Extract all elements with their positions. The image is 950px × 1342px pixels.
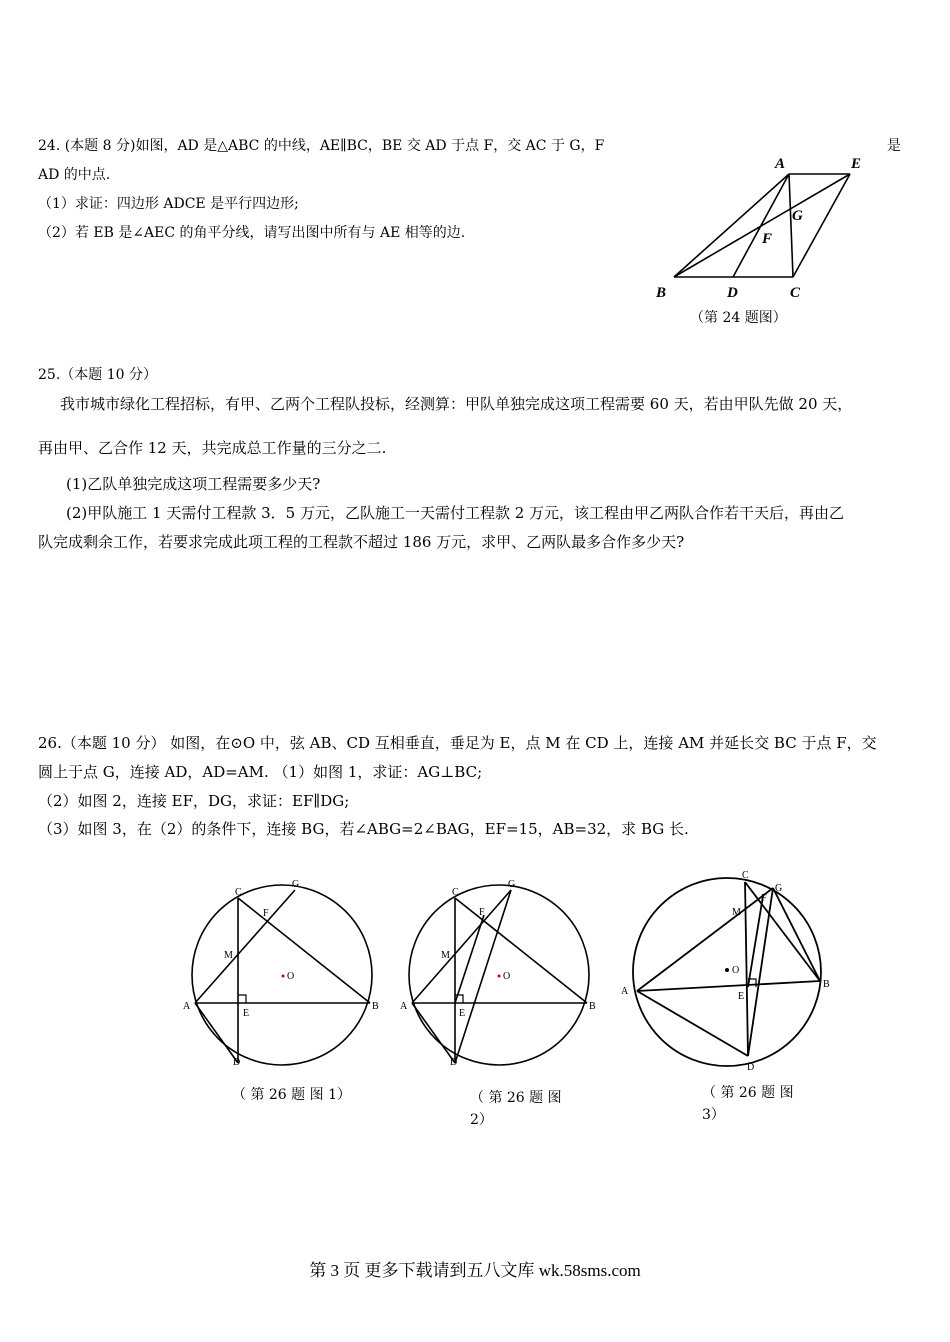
segment-ag [412,890,511,1003]
center-dot [498,975,501,978]
right-angle-mark [238,995,246,1003]
fig2-label-e: E [459,1008,466,1019]
fig3-label-b: B [823,979,830,990]
q26-line2: 圆上于点 G，连接 AD，AD=AM. （1）如图 1，求证：AG⊥BC; [38,763,483,781]
fig3-label-c: C [742,870,749,881]
fig3-label-f: F [761,893,767,904]
q26-caption-3: （ 第 26 题 图 3） [702,1085,794,1123]
fig3-label-g: G [775,883,783,894]
segment-cb [238,898,370,1003]
segment-ad [637,991,748,1056]
fig1-label-f: F [263,908,269,919]
fig1-label-c: C [235,887,242,898]
segment-ce [793,174,850,277]
q26-figure1 [175,870,395,1075]
fig2-label-f: F [479,907,485,918]
fig2-label-m: M [441,950,450,961]
q26-part3: （3）如图 3，在（2）的条件下，连接 BG，若∠ABG=2∠BAG，EF=15，AB=32，求 BG 长. [38,820,689,838]
segment-da [733,174,789,277]
fig3-label-e: E [738,991,745,1002]
q24-part1: （1）求证：四边形 ADCE 是平行四边形; [38,196,299,212]
q24-label-g: G [792,208,803,224]
q26-figure3 [615,863,840,1073]
q24-line1-tail: 是 [887,138,901,154]
segment-ef [455,915,484,1003]
center-dot [725,968,729,972]
segment-ac [789,174,793,277]
page-footer: 第 3 页 更多下载请到五八文库 wk.58sms.com [309,1261,641,1280]
fig1-label-a: A [183,1001,191,1012]
q24-label-c: C [790,285,801,301]
q25-part2-line2: 队完成剩余工作，若要求完成此项工程的工程款不超过 186 万元，求甲、乙两队最多合作多少天? [38,533,685,551]
fig2-label-d: D [450,1057,458,1068]
fig2-label-o: O [503,971,511,982]
q24-label-d: D [727,285,738,301]
fig1-label-e: E [243,1008,250,1019]
fig3-label-a: A [621,986,629,997]
q24-line2: AD 的中点. [38,167,111,183]
fig2-label-c: C [452,887,459,898]
q25-line1: 我市城市绿化工程招标，有甲、乙两个工程队投标，经测算：甲队单独完成这项工程需要 60 天，若由甲队先做 20 天， [60,395,853,413]
fig3-label-d: D [747,1062,755,1073]
q26-line1: 26.（本题 10 分） 如图，在⊙O 中，弦 AB、CD 互相垂直，垂足为 E，点 M 在 CD 上，连接 AM 并延长交 BC 于点 F，交 [38,734,877,752]
fig2-label-g: G [508,879,516,890]
q24-caption: （第 24 题图） [690,310,787,326]
q26-part2: （2）如图 2，连接 EF，DG，求证：EF∥DG; [38,792,350,810]
fig1-label-g: G [292,879,300,890]
fig3-label-o: O [732,965,740,976]
segment-ba [674,174,789,277]
q26-figure2 [393,870,608,1075]
q24-line1: 24. (本题 8 分)如图，AD 是△ABC 的中线，AE∥BC，BE 交 AD 于点 F，交 AC 于 G，F [38,138,605,154]
chord-ab [637,981,820,991]
fig1-label-d: D [233,1057,241,1068]
segment-ad [195,1003,238,1063]
q26-caption-1: （ 第 26 题 图 1） [232,1087,351,1103]
fig1-label-b: B [372,1001,379,1012]
q24-label-b: B [656,285,667,301]
fig3-label-m: M [732,907,741,918]
segment-ag [195,890,295,1003]
fig2-label-a: A [400,1001,408,1012]
segment-ag [637,888,773,991]
q24-label-a: A [775,156,786,172]
q26-caption-2: （ 第 26 题 图 2） [470,1090,562,1128]
center-dot [282,975,285,978]
segment-cb [455,898,587,1003]
q24-label-e: E [851,156,862,172]
q24-figure-lines [674,174,850,277]
q24-figure [640,150,880,310]
segment-be [674,174,850,277]
segment-ad [412,1003,455,1063]
fig1-label-o: O [287,971,295,982]
q25-title: 25.（本题 10 分） [38,367,157,383]
fig1-label-m: M [224,950,233,961]
q25-part2-line1: (2)甲队施工 1 天需付工程款 3．5 万元，乙队施工一天需付工程款 2 万元，该工程由甲乙两队合作若干天后，再由乙 [66,504,845,522]
q25-part1: (1)乙队单独完成这项工程需要多少天? [66,475,321,493]
q24-part2: （2）若 EB 是∠AEC 的角平分线，请写出图中所有与 AE 相等的边. [38,225,466,241]
q25-line2: 再由甲、乙合作 12 天，共完成总工作量的三分之二. [38,439,387,457]
fig2-label-b: B [589,1001,596,1012]
q24-label-f: F [762,231,773,247]
